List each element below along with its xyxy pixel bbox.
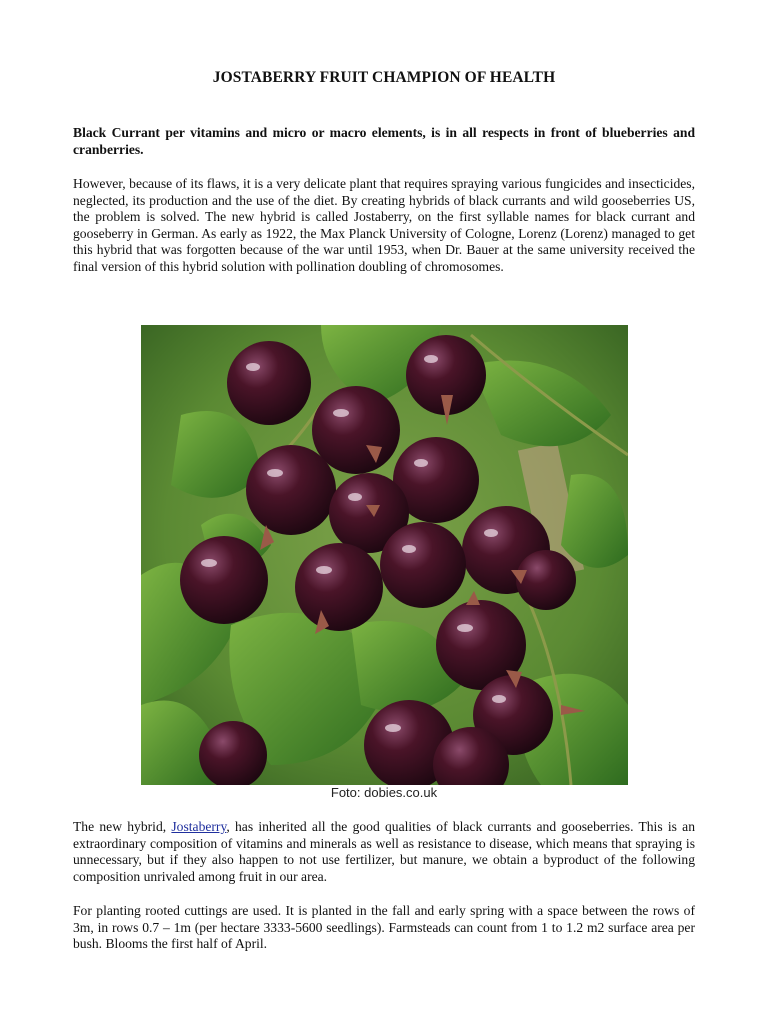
jostaberry-link[interactable]: Jostaberry [171,819,227,834]
lead-paragraph: Black Currant per vitamins and micro or macro elements, is in all respects in front of blueberries and cranberries. [73,125,695,157]
hybrid-paragraph-body: , has inherited all the good qualities of black currants and gooseberries. This is an extraordinary composition of vitamins and minerals as well as resistance to disease, which means that spraying is unnecessary, but if they also happen to not use fertilizer, but manure, we obtain a byproduct of the following composition unrivaled among fruit in our area. [73,819,695,884]
hybrid-paragraph-intro: The new hybrid, [73,819,172,834]
hybrid-paragraph [73,819,695,885]
planting-paragraph: For planting rooted cuttings are used. It is planted in the fall and early spring with a space between the rows of 3m, in rows 0.7 – 1m (per hectare 3333-5600 seedlings). Farmsteads can count from 1 to 1.2 m2 surface area per bush. Blooms the first half of April. [73,903,695,951]
history-paragraph: However, because of its flaws, it is a very delicate plant that requires spraying various fungicides and insecticides, neglected, its production and the use of the diet. By creating hybrids of black currants and wild gooseberries US, the problem is solved. The new hybrid is called Jostaberry, on the first syllable names for black currant and gooseberry in German. As early as 1922, the Max Planck University of Cologne, Lorenz (Lorenz) managed to get this hybrid that was forgotten because of the war until 1953, when Dr. Bauer at the same university received the final version of this hybrid solution with pollination doubling of chromosomes. [73,176,695,274]
jostaberry-photo [141,325,628,785]
document-title: JOSTABERRY FRUIT CHAMPION OF HEALTH [212,69,556,86]
photo-caption: Foto: dobies.co.uk [330,785,438,800]
